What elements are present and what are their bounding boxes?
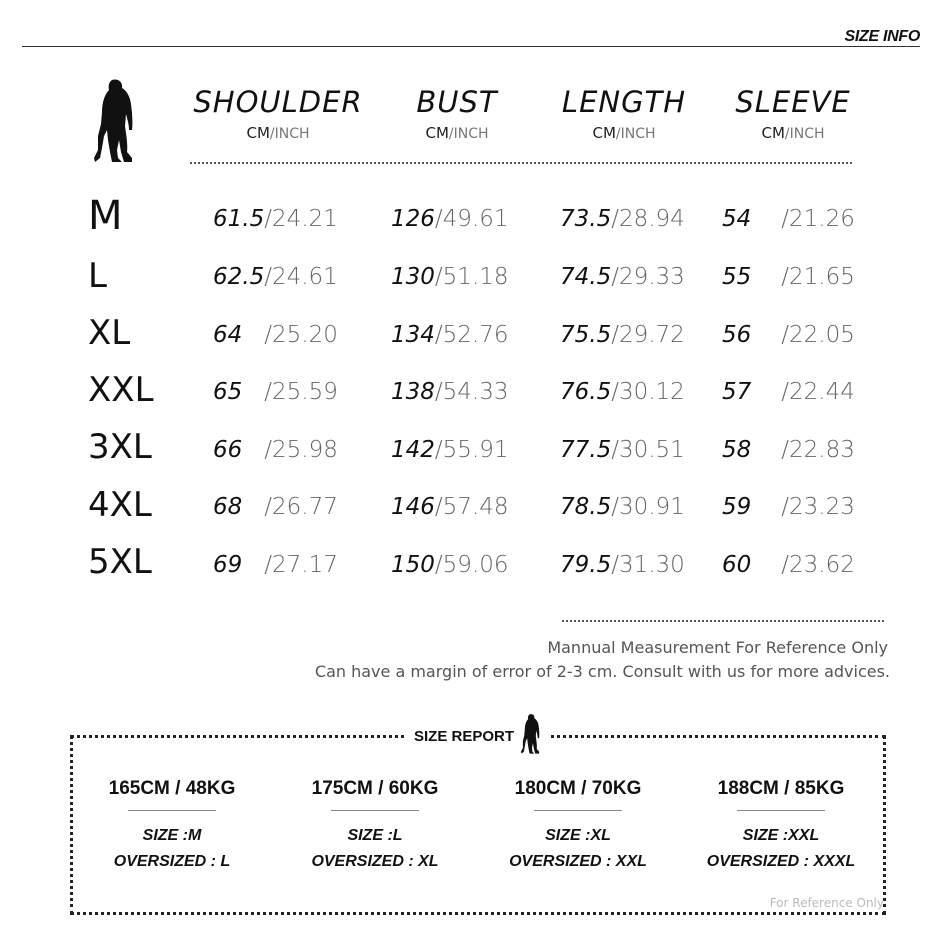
cell-shoulder: 69 /27.17 [213,552,338,578]
cell-shoulder: 61.5/24.21 [213,206,338,232]
ape-figure-small-icon [520,713,542,759]
report-oversized: OVERSIZED : XXXL [706,853,856,870]
header-dotted-divider [190,162,852,164]
cell-shoulder: 65 /25.59 [213,379,338,405]
report-height-weight: 175CM / 60KG [311,778,439,799]
report-size: SIZE :L [347,827,403,844]
report-height-weight: 188CM / 85KG [717,778,845,799]
cell-bust: 146/57.48 [391,494,509,520]
cell-shoulder: 64 /25.20 [213,322,338,348]
report-item [681,778,881,875]
unit-inch: INCH [453,126,489,142]
unit-sep: / [784,126,790,142]
cell-length: 74.5/29.33 [560,264,685,290]
cell-bust: 130/51.18 [391,264,509,290]
cell-length: 76.5/30.12 [560,379,685,405]
col-title: SLEEVE [735,85,851,119]
size-label: XL [88,313,131,353]
col-title: BUST [416,85,498,119]
report-divider [128,810,216,811]
report-size: SIZE :XL [545,827,611,844]
ape-figure-icon [92,78,138,164]
report-item [478,778,678,875]
size-label: 3XL [88,427,152,467]
unit-sep: / [269,126,275,142]
unit-cm: CM [761,124,785,142]
size-label: 5XL [88,542,152,582]
unit-sep: / [615,126,621,142]
size-report-header [406,719,550,753]
note-line-2: Can have a margin of error of 2-3 cm. Consult with us for more advices. [314,662,890,681]
cell-sleeve: 57 /22.44 [722,379,855,405]
col-title: LENGTH [561,85,687,119]
note-dotted-divider [562,620,884,622]
report-item [72,778,272,875]
col-header-sleeve [693,86,893,143]
col-title: SHOULDER [193,85,363,119]
unit-cm: CM [592,124,616,142]
report-divider [737,810,825,811]
report-divider [534,810,622,811]
size-report-title: SIZE REPORT [414,727,515,745]
cell-length: 79.5/31.30 [560,552,685,578]
cell-sleeve: 55 /21.65 [722,264,855,290]
cell-sleeve: 60 /23.62 [722,552,855,578]
cell-bust: 134/52.76 [391,322,509,348]
cell-shoulder: 62.5/24.61 [213,264,338,290]
cell-length: 77.5/30.51 [560,437,685,463]
size-label: L [88,256,107,296]
report-oversized: OVERSIZED : XL [311,853,439,870]
cell-length: 75.5/29.72 [560,322,685,348]
report-height-weight: 180CM / 70KG [514,778,642,799]
note-line-1: Mannual Measurement For Reference Only [547,638,888,657]
cell-sleeve: 58 /22.83 [722,437,855,463]
col-header-shoulder [178,86,378,143]
report-oversized: OVERSIZED : L [113,853,231,870]
size-label: M [88,193,123,239]
cell-bust: 142/55.91 [391,437,509,463]
size-label: 4XL [88,485,152,525]
size-info-title: SIZE INFO [844,28,920,45]
cell-shoulder: 68 /26.77 [213,494,338,520]
cell-length: 73.5/28.94 [560,206,685,232]
report-size: SIZE :XXL [742,827,820,844]
cell-length: 78.5/30.91 [560,494,685,520]
cell-sleeve: 59 /23.23 [722,494,855,520]
reference-only-footnote: For Reference Only [769,896,884,910]
cell-sleeve: 54 /21.26 [722,206,855,232]
unit-inch: INCH [789,126,825,142]
cell-bust: 150/59.06 [391,552,509,578]
size-label: XXL [88,370,154,410]
unit-sep: / [448,126,454,142]
report-height-weight: 165CM / 48KG [108,778,236,799]
unit-inch: INCH [620,126,656,142]
cell-sleeve: 56 /22.05 [722,322,855,348]
report-size: SIZE :M [142,827,202,844]
unit-cm: CM [246,124,270,142]
cell-bust: 138/54.33 [391,379,509,405]
unit-cm: CM [425,124,449,142]
unit-inch: INCH [274,126,310,142]
header-divider [22,46,920,47]
cell-shoulder: 66 /25.98 [213,437,338,463]
report-oversized: OVERSIZED : XXL [509,853,647,870]
report-item [275,778,475,875]
cell-bust: 126/49.61 [391,206,509,232]
report-divider [331,810,419,811]
